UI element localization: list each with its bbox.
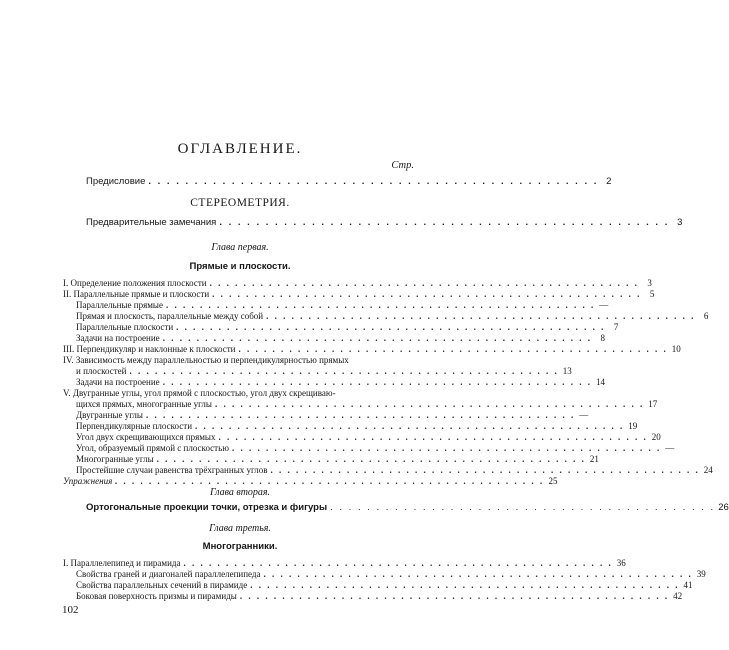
toc-entry-prelim[interactable] — [86, 217, 683, 228]
toc-entry[interactable] — [76, 322, 619, 333]
toc-entry-text: Двугранные углы — [76, 410, 143, 420]
toc-entry-page: 13 — [562, 366, 572, 376]
leader-dots: . . . . . . . . . . . . . . . . . . . . . . . . . . . . . . . . . . . . . . . . . . . . . . . . . . . — [195, 421, 625, 431]
toc-title: ОГЛАВЛЕНИЕ. — [177, 141, 303, 157]
leader-dots: . . . . . . . . . . . . . . . . . . . . . . . . . . . . . . . . . . . . . . . . . . . . . . . . . . . — [209, 278, 639, 288]
toc-entry-page: 39 — [696, 569, 706, 579]
toc-entry[interactable] — [76, 311, 709, 322]
leader-dots: . . . . . . . . . . . . . . . . . . . . . . . . . . . . . . . . . . . . . . . . . . . . . . . . . . . — [214, 399, 645, 409]
leader-dots: . . . . . . . . . . . . . . . . . . . . . . . . . . . . . . . . . . . . . . . . . . . . . . . . . . . — [239, 591, 670, 601]
leader-dots: . . . . . . . . . . . . . . . . . . . . . . . . . . . . . . . . . . . . . . . . . . — [330, 502, 716, 513]
leader-dots: . . . . . . . . . . . . . . . . . . . . . . . . . . . . . . . . . . . . . . . . . . . . . . . . . . . — [250, 580, 680, 590]
toc-entry-text: Упражнения — [63, 476, 113, 486]
toc-entry-page: 36 — [616, 558, 626, 568]
toc-entry-text: Боковая поверхность призмы и пирамиды — [76, 591, 237, 601]
toc-entry[interactable] — [63, 388, 415, 399]
toc-entry[interactable] — [63, 558, 626, 569]
page-number: 102 — [62, 604, 79, 616]
toc-entry-page: — — [599, 300, 609, 310]
toc-entry-page: 41 — [683, 580, 693, 590]
toc-entry-text: Свойства граней и диагоналей параллелепипеда — [76, 569, 261, 579]
toc-entry[interactable] — [76, 569, 706, 580]
toc-entry-text: Простейшие случаи равенства трёхгранных углов — [76, 465, 268, 475]
toc-entry-text: Перпендикулярные плоскости — [76, 421, 193, 431]
toc-entry-page: 10 — [671, 344, 681, 354]
toc-entry-page: 6 — [703, 311, 709, 321]
toc-entry-text: V. Двугранные углы, угол прямой с плоскостью, угол двух скрещиваю- — [63, 388, 336, 398]
chapter-3-heading: Глава третья. — [209, 523, 271, 534]
toc-entry[interactable] — [76, 300, 609, 311]
toc-entry-text: Задачи на построение — [76, 333, 160, 343]
toc-entry-text: и плоскостей — [76, 366, 127, 376]
toc-entry[interactable] — [63, 289, 655, 300]
toc-entry[interactable] — [76, 443, 675, 454]
toc-entry-page: 26 — [718, 502, 729, 513]
toc-entry[interactable] — [76, 454, 599, 465]
leader-dots: . . . . . . . . . . . . . . . . . . . . . . . . . . . . . . . . . . . . . . . . . . . . . . . . . . . — [212, 289, 642, 299]
toc-entry-page: 3 — [677, 217, 683, 228]
toc-entry-chapter-2[interactable] — [86, 502, 729, 513]
toc-entry-page: 8 — [600, 333, 605, 343]
toc-entry-text: I. Параллелепипед и пирамида — [63, 558, 181, 568]
leader-dots: . . . . . . . . . . . . . . . . . . . . . . . . . . . . . . . . . . . . . . . . . . . . . . . . . . . — [165, 300, 596, 310]
leader-dots: . . . . . . . . . . . . . . . . . . . . . . . . . . . . . . . . . . . . . . . . . . . . . . . . . . . — [238, 344, 668, 354]
chapter-1-title: Прямые и плоскости. — [189, 261, 291, 272]
toc-entry-page: 3 — [647, 278, 652, 288]
chapter-2-heading: Глава вторая. — [209, 487, 271, 498]
leader-dots: . . . . . . . . . . . . . . . . . . . . . . . . . . . . . . . . . . . . . . . . . . . . . . . . . . . — [176, 322, 606, 332]
toc-entry-text: Свойства параллельных сечений в пирамиде — [76, 580, 248, 590]
chapter-3-title: Многогранники. — [202, 541, 278, 552]
toc-entry-page: — — [579, 410, 589, 420]
toc-entry-exercises[interactable] — [63, 476, 558, 487]
leader-dots: . . . . . . . . . . . . . . . . . . . . . . . . . . . . . . . . . . . . . . . . . . . . . . . . . . . — [129, 366, 559, 376]
toc-entry-page: 42 — [673, 591, 683, 601]
toc-entry-page: 20 — [651, 432, 661, 442]
leader-dots: . . . . . . . . . . . . . . . . . . . . . . . . . . . . . . . . . . . . . . . . . . . . . . . . . . . — [231, 443, 662, 453]
toc-entry[interactable] — [76, 465, 713, 476]
toc-entry[interactable] — [76, 432, 661, 443]
toc-entry[interactable] — [63, 344, 681, 355]
page-column-label: Стр. — [391, 160, 414, 171]
toc-entry-page: 7 — [613, 322, 619, 332]
toc-entry-page: 17 — [648, 399, 658, 409]
toc-entry-page: 21 — [589, 454, 599, 464]
toc-entry-page: 19 — [628, 421, 638, 431]
leader-dots: . . . . . . . . . . . . . . . . . . . . . . . . . . . . . . . . . . . . . . . . . . . . . . . . . . . — [156, 454, 586, 464]
toc-entry-text: Параллельные прямые — [76, 300, 163, 310]
toc-entry-text: Предварительные замечания — [86, 217, 217, 228]
toc-entry-preface[interactable] — [86, 176, 612, 187]
leader-dots: . . . . . . . . . . . . . . . . . . . . . . . . . . . . . . . . . . . . . . . . . . . . . . . . . . . — [145, 410, 576, 420]
toc-entry-page: 25 — [548, 476, 558, 486]
leader-dots: . . . . . . . . . . . . . . . . . . . . . . . . . . . . . . . . . . . . . . . . . . . . . . . . . . . — [115, 476, 545, 486]
toc-entry-text: Прямая и плоскость, параллельные между собой — [76, 311, 264, 321]
toc-entry-page: 5 — [649, 289, 655, 299]
toc-entry-page: 14 — [595, 377, 605, 387]
toc-entry-page: 2 — [606, 176, 612, 187]
toc-entry-text: II. Параллельные прямые и плоскости — [63, 289, 210, 299]
toc-entry[interactable] — [76, 421, 638, 432]
toc-entry-text: Многогранные углы — [76, 454, 154, 464]
leader-dots: . . . . . . . . . . . . . . . . . . . . . . . . . . . . . . . . . . . . . . . . . . . . . . . . . . . — [263, 569, 693, 579]
leader-dots: . . . . . . . . . . . . . . . . . . . . . . . . . . . . . . . . . . . . . . . . . . . . . . . . . . . — [266, 311, 696, 321]
toc-entry-text: IV. Зависимость между параллельностью и перпендикулярностью прямых — [63, 355, 349, 365]
toc-entry[interactable] — [76, 333, 605, 344]
toc-entry-text: Предисловие — [86, 176, 146, 187]
toc-entry-text: I. Определение положения плоскости — [63, 278, 207, 288]
toc-entry-text: Задачи на построение — [76, 377, 160, 387]
toc-entry-text: Параллельные плоскости — [76, 322, 174, 332]
toc-entry-page: — — [665, 443, 675, 453]
section-title: СТЕРЕОМЕТРИЯ. — [190, 197, 290, 209]
toc-entry-text: Угол, образуемый прямой с плоскостью — [76, 443, 229, 453]
toc-entry[interactable] — [76, 377, 605, 388]
leader-dots: . . . . . . . . . . . . . . . . . . . . . . . . . . . . . . . . . . . . . . . . . . . . . . . . . — [148, 176, 599, 187]
leader-dots: . . . . . . . . . . . . . . . . . . . . . . . . . . . . . . . . . . . . . . . . . . . . . . . . . . . — [218, 432, 648, 442]
toc-entry-text: щихся прямых, многогранные углы — [76, 399, 212, 409]
leader-dots: . . . . . . . . . . . . . . . . . . . . . . . . . . . . . . . . . . . . . . . . . . . . . . . . . . . — [183, 558, 613, 568]
leader-dots: . . . . . . . . . . . . . . . . . . . . . . . . . . . . . . . . . . . . . . . . . . . . . . . . . — [219, 217, 670, 228]
toc-entry[interactable] — [76, 591, 683, 602]
toc-entry[interactable] — [76, 366, 572, 377]
toc-entry[interactable] — [76, 410, 589, 421]
toc-entry-text: Ортогональные проекции точки, отрезка и фигуры — [86, 502, 328, 513]
toc-entry-text: III. Перпендикуляр и наклонные к плоскости — [63, 344, 236, 354]
leader-dots: . . . . . . . . . . . . . . . . . . . . . . . . . . . . . . . . . . . . . . . . . . . . . . . . . . . — [162, 333, 592, 343]
leader-dots: . . . . . . . . . . . . . . . . . . . . . . . . . . . . . . . . . . . . . . . . . . . . . . . . . . . — [270, 465, 700, 475]
toc-entry[interactable] — [63, 355, 415, 366]
toc-entry[interactable] — [76, 580, 693, 591]
toc-entry[interactable] — [63, 278, 652, 289]
toc-entry-page: 24 — [703, 465, 713, 475]
chapter-1-heading: Глава первая. — [211, 242, 269, 253]
leader-dots: . . . . . . . . . . . . . . . . . . . . . . . . . . . . . . . . . . . . . . . . . . . . . . . . . . . — [162, 377, 592, 387]
toc-entry[interactable] — [76, 399, 658, 410]
toc-entry-text: Угол двух скрещивающихся прямых — [76, 432, 216, 442]
